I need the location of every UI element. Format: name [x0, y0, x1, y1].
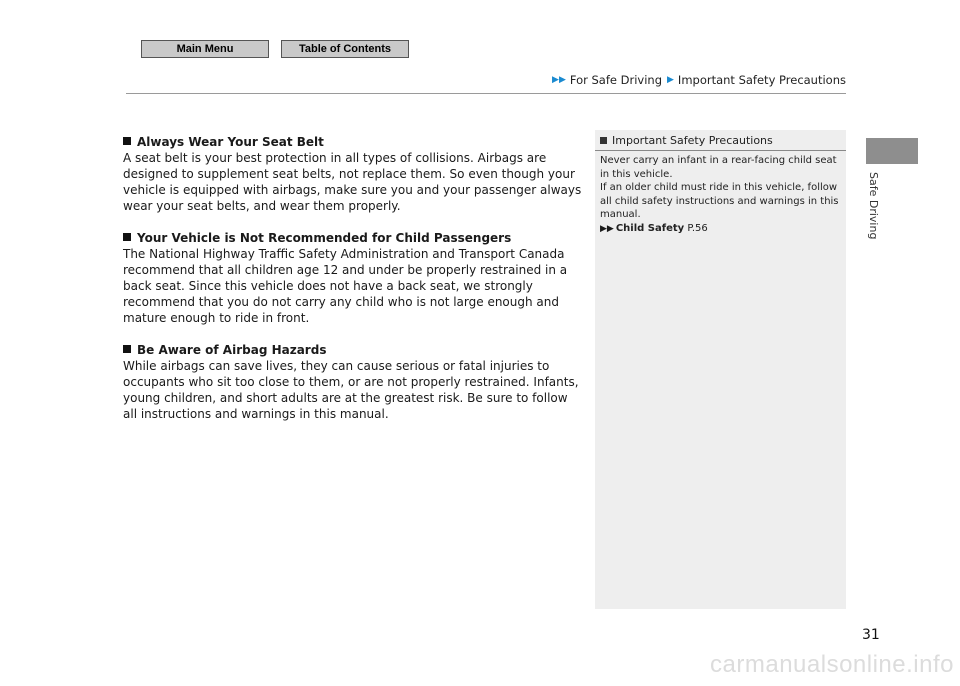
page-number: 31 — [862, 627, 880, 643]
section-heading-text: Be Aware of Airbag Hazards — [137, 343, 327, 357]
section-heading-text: Always Wear Your Seat Belt — [137, 135, 324, 149]
main-content — [123, 134, 583, 438]
section-heading — [123, 134, 583, 150]
breadcrumb — [552, 73, 846, 87]
breadcrumb-item-for-safe-driving[interactable]: For Safe Driving — [569, 73, 662, 87]
side-note-paragraph: Never carry an infant in a rear-facing child seat in this vehicle. — [600, 155, 837, 180]
reference-page: P.56 — [687, 222, 708, 234]
section-marker-icon — [123, 345, 131, 353]
breadcrumb-item-important-safety-precautions[interactable]: Important Safety Precautions — [677, 73, 846, 87]
main-menu-button[interactable]: Main Menu — [141, 40, 269, 58]
section-body: A seat belt is your best protection in all types of collisions. Airbags are designed to supplement seat belts, not replace them. So even though your vehicle is equipped with airbags, make sure you and your passenger always wear your seat belts, and wear them properly. — [123, 151, 582, 213]
reference-arrow-icon: ▶▶ — [600, 223, 614, 234]
side-note-header — [595, 130, 846, 151]
chapter-tab-marker — [866, 138, 918, 164]
section-marker-icon — [123, 233, 131, 241]
side-note — [595, 130, 846, 609]
child-safety-link[interactable] — [600, 222, 840, 237]
side-note-body — [595, 151, 846, 236]
section-heading-text: Your Vehicle is Not Recommended for Child Passengers — [137, 231, 512, 245]
table-of-contents-button[interactable]: Table of Contents — [281, 40, 409, 58]
side-note-title: Important Safety Precautions — [612, 134, 773, 147]
watermark: carmanualsonline.info — [710, 651, 954, 678]
header-divider — [126, 93, 846, 94]
section-marker-icon — [123, 137, 131, 145]
breadcrumb-arrow-icon: ▶ — [667, 75, 674, 85]
side-note-paragraph: If an older child must ride in this vehicle, follow all child safety instructions and warnings in this manual. — [600, 182, 839, 220]
chapter-tab-label: Safe Driving — [867, 172, 880, 240]
breadcrumb-arrow-icon: ▶▶ — [552, 75, 566, 85]
reference-label: Child Safety — [615, 222, 685, 234]
note-icon — [600, 137, 607, 144]
section-body: The National Highway Traffic Safety Administration and Transport Canada recommend that all children age 12 and under be properly restrained in a back seat. Since this vehicle does not have a back seat, we strongly recommend that you do not carry any child who is not large enough and mature enough to ride in front. — [123, 247, 568, 325]
section-heading — [123, 230, 583, 246]
section-body: While airbags can save lives, they can cause serious or fatal injuries to occupants who sit too close to them, or are not properly restrained. Infants, young children, and short adults are at the greatest risk. Be sure to follow all instructions and warnings in this manual. — [123, 359, 579, 421]
section-heading — [123, 342, 583, 358]
